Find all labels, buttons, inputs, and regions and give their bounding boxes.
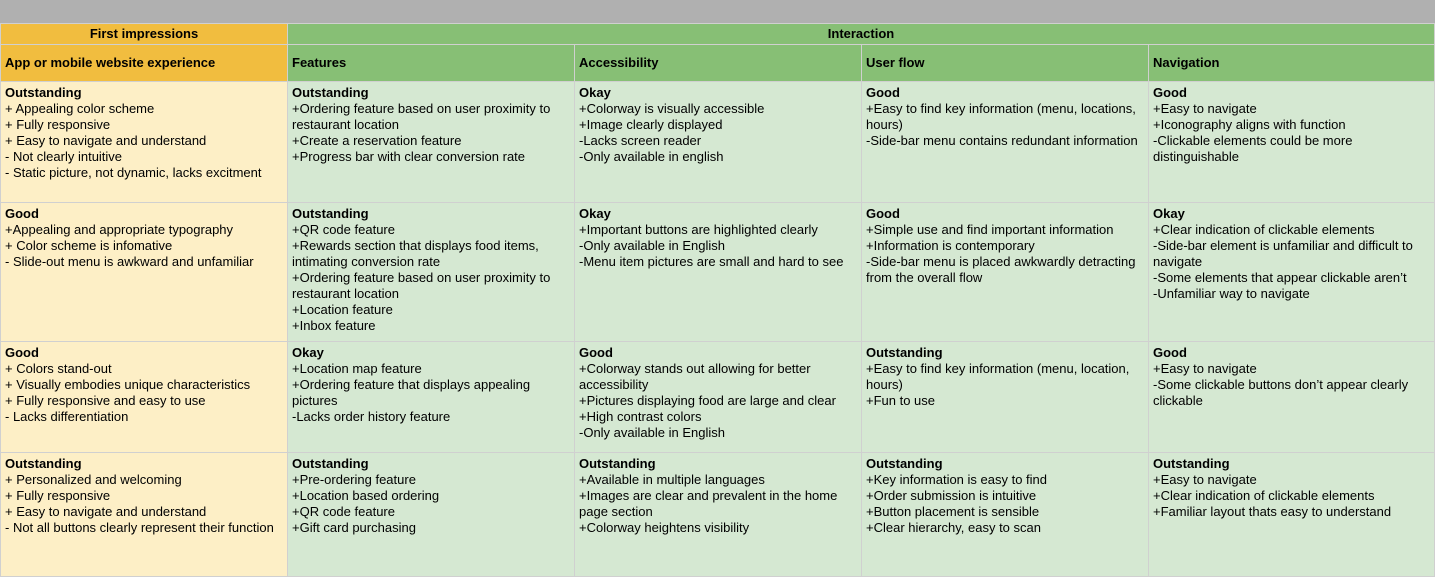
sheet-toolbar-strip [0, 0, 1435, 23]
cell-note: +QR code feature [292, 222, 395, 237]
cell-accessibility[interactable] [575, 82, 862, 203]
rating-label: Okay [579, 85, 611, 100]
table-row [1, 203, 1435, 342]
cell-note: +Clear indication of clickable elements [1153, 222, 1375, 237]
cell-note: +Progress bar with clear conversion rate [292, 149, 526, 164]
cell-note: -Only available in English [579, 238, 725, 253]
rating-label: Good [1153, 345, 1187, 360]
table-row [1, 342, 1435, 453]
cell-note: + Color scheme is infomative [5, 238, 173, 253]
cell-note: +Colorway stands out allowing for better accessibility [579, 361, 811, 392]
cell-note: +Ordering feature that displays appealing pictures [292, 377, 531, 408]
cell-note: +Important buttons are highlighted clearly [579, 222, 818, 237]
cell-note: +Image clearly displayed [579, 117, 723, 132]
cell-features[interactable] [288, 82, 575, 203]
rating-label: Outstanding [292, 456, 369, 471]
rating-label: Okay [1153, 206, 1185, 221]
cell-user-flow[interactable] [862, 453, 1149, 577]
cell-features[interactable] [288, 453, 575, 577]
cell-note: - Slide-out menu is awkward and unfamiliar [5, 254, 254, 269]
cell-note: -Menu item pictures are small and hard to see [579, 254, 844, 269]
cell-experience[interactable] [1, 342, 288, 453]
cell-user-flow[interactable] [862, 82, 1149, 203]
cell-note: +Familiar layout thats easy to understand [1153, 504, 1392, 519]
cell-note: +Information is contemporary [866, 238, 1035, 253]
group-header-interaction[interactable]: Interaction [288, 24, 1435, 45]
cell-note: +Easy to find key information (menu, location, hours) [866, 361, 1130, 392]
cell-note: + Appealing color scheme [5, 101, 155, 116]
column-header-accessibility[interactable]: Accessibility [575, 45, 862, 82]
rating-label: Good [866, 206, 900, 221]
cell-note: + Fully responsive and easy to use [5, 393, 206, 408]
cell-user-flow[interactable] [862, 342, 1149, 453]
cell-note: +Appealing and appropriate typography [5, 222, 234, 237]
cell-note: +Location feature [292, 302, 393, 317]
cell-note: -Some elements that appear clickable aren’t [1153, 270, 1407, 285]
rating-label: Good [5, 345, 39, 360]
rating-label: Outstanding [5, 85, 82, 100]
cell-note: -Unfamiliar way to navigate [1153, 286, 1310, 301]
cell-note: -Some clickable buttons don’t appear clearly clickable [1153, 377, 1409, 408]
cell-note: -Side-bar element is unfamiliar and difficult to navigate [1153, 238, 1413, 269]
column-header-features[interactable]: Features [288, 45, 575, 82]
cell-note: +Pictures displaying food are large and clear [579, 393, 836, 408]
evaluation-table [0, 23, 1435, 577]
cell-note: +Clear hierarchy, easy to scan [866, 520, 1041, 535]
cell-accessibility[interactable] [575, 453, 862, 577]
table-row [1, 453, 1435, 577]
cell-note: +Order submission is intuitive [866, 488, 1037, 503]
rating-label: Outstanding [1153, 456, 1230, 471]
cell-navigation[interactable] [1149, 203, 1435, 342]
cell-note: -Lacks screen reader [579, 133, 702, 148]
cell-note: -Only available in english [579, 149, 724, 164]
cell-note: + Visually embodies unique characteristics [5, 377, 251, 392]
cell-note: +Location map feature [292, 361, 422, 376]
cell-note: +Simple use and find important information [866, 222, 1114, 237]
cell-note: + Personalized and welcoming [5, 472, 182, 487]
cell-features[interactable] [288, 203, 575, 342]
cell-note: +Gift card purchasing [292, 520, 416, 535]
rating-label: Outstanding [579, 456, 656, 471]
rating-label: Good [1153, 85, 1187, 100]
cell-note: +Colorway is visually accessible [579, 101, 765, 116]
cell-note: +Key information is easy to find [866, 472, 1048, 487]
cell-note: +Colorway heightens visibility [579, 520, 750, 535]
cell-note: + Easy to navigate and understand [5, 133, 207, 148]
cell-note: +Easy to navigate [1153, 361, 1257, 376]
cell-note: +Iconography aligns with function [1153, 117, 1346, 132]
cell-experience[interactable] [1, 453, 288, 577]
rating-label: Outstanding [866, 456, 943, 471]
rating-label: Okay [579, 206, 611, 221]
cell-note: +Available in multiple languages [579, 472, 765, 487]
cell-note: -Side-bar menu contains redundant information [866, 133, 1138, 148]
cell-user-flow[interactable] [862, 203, 1149, 342]
cell-note: +Pre-ordering feature [292, 472, 416, 487]
cell-note: +Easy to find key information (menu, locations, hours) [866, 101, 1136, 132]
cell-note: +Easy to navigate [1153, 472, 1257, 487]
rating-label: Outstanding [866, 345, 943, 360]
cell-accessibility[interactable] [575, 342, 862, 453]
column-header-experience[interactable]: App or mobile website experience [1, 45, 288, 82]
rating-label: Outstanding [292, 206, 369, 221]
cell-navigation[interactable] [1149, 453, 1435, 577]
cell-experience[interactable] [1, 82, 288, 203]
cell-note: +High contrast colors [579, 409, 702, 424]
cell-note: +QR code feature [292, 504, 395, 519]
cell-experience[interactable] [1, 203, 288, 342]
cell-note: + Fully responsive [5, 488, 111, 503]
rating-label: Good [5, 206, 39, 221]
cell-note: +Button placement is sensible [866, 504, 1040, 519]
cell-note: + Easy to navigate and understand [5, 504, 207, 519]
cell-note: +Rewards section that displays food items, intimating conversion rate [292, 238, 539, 269]
cell-note: +Location based ordering [292, 488, 440, 503]
cell-navigation[interactable] [1149, 342, 1435, 453]
cell-note: - Static picture, not dynamic, lacks excitment [5, 165, 262, 180]
rating-label: Good [579, 345, 613, 360]
cell-note: - Not clearly intuitive [5, 149, 123, 164]
column-header-navigation[interactable]: Navigation [1149, 45, 1435, 82]
cell-note: +Inbox feature [292, 318, 376, 333]
cell-note: +Ordering feature based on user proximity to restaurant location [292, 101, 551, 132]
cell-note: +Create a reservation feature [292, 133, 462, 148]
cell-note: +Images are clear and prevalent in the home page section [579, 488, 838, 519]
group-header-row [1, 24, 1435, 45]
rating-label: Okay [292, 345, 324, 360]
cell-accessibility[interactable] [575, 203, 862, 342]
cell-note: + Colors stand-out [5, 361, 112, 376]
cell-note: -Only available in English [579, 425, 725, 440]
column-header-row [1, 45, 1435, 82]
rating-label: Outstanding [5, 456, 82, 471]
cell-note: - Lacks differentiation [5, 409, 129, 424]
cell-features[interactable] [288, 342, 575, 453]
cell-note: +Ordering feature based on user proximity to restaurant location [292, 270, 551, 301]
cell-note: + Fully responsive [5, 117, 111, 132]
table-row [1, 82, 1435, 203]
rating-label: Outstanding [292, 85, 369, 100]
cell-note: +Fun to use [866, 393, 936, 408]
cell-note: -Clickable elements could be more distinguishable [1153, 133, 1353, 164]
rating-label: Good [866, 85, 900, 100]
column-header-user-flow[interactable]: User flow [862, 45, 1149, 82]
cell-note: - Not all buttons clearly represent their function [5, 520, 274, 535]
cell-note: -Side-bar menu is placed awkwardly detracting from the overall flow [866, 254, 1136, 285]
cell-note: -Lacks order history feature [292, 409, 451, 424]
group-header-first-impressions[interactable]: First impressions [1, 24, 288, 45]
cell-note: +Clear indication of clickable elements [1153, 488, 1375, 503]
cell-navigation[interactable] [1149, 82, 1435, 203]
cell-note: +Easy to navigate [1153, 101, 1257, 116]
